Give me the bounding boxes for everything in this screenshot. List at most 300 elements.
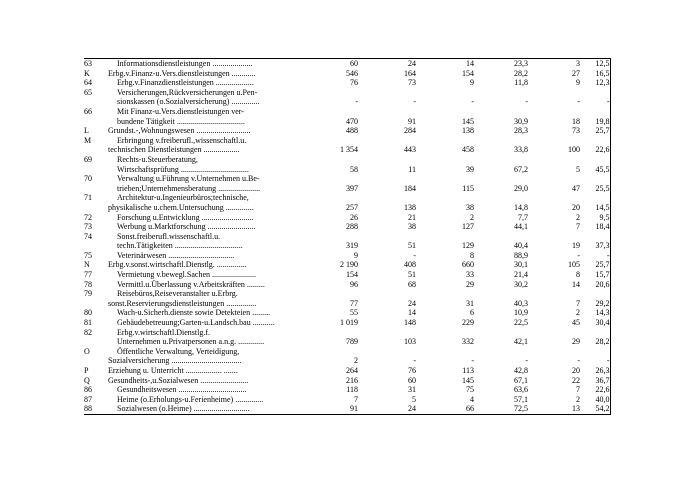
row-code — [84, 356, 108, 366]
value-cell-3: 8 — [470, 250, 474, 260]
value-cell-6: 20,6 — [580, 280, 610, 290]
value-cell-5: 105 — [568, 260, 580, 270]
value-cell-6: 45,5 — [580, 165, 610, 175]
row-label: Mit Finanz-u.Vers.dienstleistungen ver- — [117, 106, 244, 116]
value-cell-4: 7,7 — [518, 212, 528, 222]
value-cell-5: 14 — [572, 279, 580, 289]
row-label: techn.Tätigkeiten .................................. — [117, 241, 243, 251]
value-cell-1 — [284, 193, 358, 203]
row-label: Öffentliche Verwaltung, Verteidigung, — [117, 346, 240, 356]
row-code — [84, 145, 108, 155]
row-code: 77 — [84, 270, 92, 280]
value-cell-4: 67,2 — [514, 164, 528, 174]
value-cell-1: 789 — [346, 337, 358, 347]
value-cell-3: 332 — [462, 337, 474, 347]
value-cell-6: 14,3 — [580, 308, 610, 318]
table-row — [84, 376, 610, 386]
value-cell-1: 288 — [346, 222, 358, 232]
value-cell-3: 31 — [466, 298, 474, 308]
row-code — [84, 299, 108, 309]
value-cell-5 — [528, 289, 580, 299]
value-cell-6 — [580, 155, 610, 165]
value-cell-1: 264 — [346, 366, 358, 375]
row-label: Werbung u.Marktforschung ........................ — [117, 222, 256, 232]
value-cell-6: - — [580, 97, 610, 107]
row-label: Sozialwesen (o.Heime) ............................ — [108, 404, 284, 414]
table-row — [84, 270, 610, 280]
value-cell-3 — [416, 107, 474, 117]
value-cell-6 — [580, 107, 610, 117]
value-cell-1: 216 — [346, 375, 358, 385]
value-cell-4: - — [525, 356, 528, 366]
value-cell-2 — [358, 193, 416, 203]
row-code: 80 — [84, 308, 92, 318]
row-label: technischen Dienstleistungen .................. — [108, 145, 240, 155]
value-cell-3: 6 — [470, 308, 474, 318]
value-cell-5: 2 — [576, 308, 580, 318]
value-cell-5 — [528, 155, 580, 165]
value-cell-4: - — [525, 97, 528, 107]
row-code: P — [84, 366, 89, 375]
value-cell-1: 1 019 — [340, 318, 358, 328]
value-cell-5: 20 — [572, 202, 580, 212]
row-label: sonst.Reservierungsdienstleistungen ............... — [108, 298, 257, 308]
value-cell-2: 103 — [404, 337, 416, 347]
value-cell-5 — [528, 193, 580, 203]
row-label: Architektur-u.Ingenieurbüros;technische, — [117, 193, 249, 203]
value-cell-5: 45 — [572, 318, 580, 328]
value-cell-3 — [416, 232, 474, 242]
value-cell-5: 47 — [572, 183, 580, 193]
value-cell-2: 148 — [404, 318, 416, 328]
table-row — [84, 78, 610, 88]
row-label: Sozialversicherung ................................... — [108, 356, 242, 366]
value-cell-1: - — [355, 97, 358, 107]
value-cell-6: 54,2 — [580, 404, 610, 414]
table-row — [84, 213, 610, 223]
table-row — [84, 404, 610, 414]
row-label: Veterinärwesen ................................. — [117, 250, 235, 260]
value-cell-4: 30,9 — [514, 116, 528, 126]
value-cell-2 — [358, 289, 416, 299]
value-cell-6: 25,7 — [580, 260, 610, 270]
value-cell-4: 28,3 — [514, 126, 528, 136]
value-cell-4: 29,0 — [514, 183, 528, 193]
row-label: Grundst.-,Wohnungswesen ........................... — [108, 126, 251, 136]
value-cell-3: 66 — [416, 404, 474, 414]
value-cell-6: 12,5 — [580, 59, 610, 69]
value-cell-2 — [358, 328, 416, 338]
row-code: 74 — [84, 231, 92, 241]
value-cell-1: 76 — [350, 78, 358, 88]
row-code — [84, 203, 108, 213]
value-cell-1: 9 — [354, 250, 358, 260]
table-row — [84, 97, 610, 107]
row-label: Erbg.v.Finanzdienstleistungen ................... — [117, 78, 254, 88]
row-label: Rechts-u.Steuerberatung, — [117, 154, 198, 164]
value-cell-3: 138 — [462, 126, 474, 136]
value-cell-4 — [474, 289, 528, 299]
table-row — [84, 366, 610, 376]
row-label: Erbringung v.freiberufl.,wissenschaftl.u. — [117, 135, 247, 145]
value-cell-6: 36,7 — [580, 376, 610, 386]
value-cell-1 — [284, 347, 358, 357]
row-code: 82 — [84, 327, 92, 337]
value-cell-1: 55 — [350, 308, 358, 318]
value-cell-6: 14,5 — [580, 203, 610, 213]
value-cell-6: 15,7 — [580, 270, 610, 280]
value-cell-5: - — [577, 97, 580, 107]
table-row — [84, 126, 610, 136]
value-cell-3: 4 — [470, 394, 474, 404]
value-cell-6: 40,0 — [580, 395, 610, 405]
value-cell-4: 10,9 — [514, 308, 528, 318]
value-cell-5: 7 — [576, 385, 580, 395]
value-cell-1: 91 — [284, 404, 358, 414]
table-row — [84, 184, 610, 194]
value-cell-2 — [358, 232, 416, 242]
row-code: Q — [84, 375, 90, 385]
row-code: N — [84, 260, 90, 270]
table-row — [84, 174, 610, 184]
value-cell-4 — [474, 88, 528, 98]
table-row — [84, 395, 610, 405]
row-code: 75 — [84, 250, 92, 260]
value-cell-3: 229 — [462, 318, 474, 328]
table-row — [84, 59, 610, 69]
row-code: 79 — [84, 289, 92, 299]
value-cell-6: 30,4 — [580, 318, 610, 328]
value-cell-3: 39 — [466, 164, 474, 174]
value-cell-2: - — [413, 97, 416, 107]
row-label: Erbg.v.sonst.wirtschaftl.Dienstlg. ............... — [108, 260, 247, 270]
value-cell-4 — [474, 347, 528, 357]
value-cell-5: - — [577, 356, 580, 366]
row-code: 70 — [84, 174, 92, 184]
value-cell-1: 26 — [350, 212, 358, 222]
value-cell-4: 30,2 — [514, 279, 528, 289]
table-row — [84, 222, 610, 232]
value-cell-5 — [528, 136, 580, 146]
row-code: 73 — [84, 222, 92, 232]
value-cell-4 — [474, 232, 528, 242]
value-cell-3: 113 — [462, 366, 474, 375]
value-cell-2 — [358, 174, 416, 184]
value-cell-6: 19,8 — [580, 117, 610, 127]
value-cell-2 — [358, 107, 416, 117]
value-cell-4 — [474, 107, 528, 117]
value-cell-3 — [416, 347, 474, 357]
value-cell-5: 8 — [576, 270, 580, 280]
row-code: 66 — [84, 106, 92, 116]
row-label: Wirtschaftsprüfung .................................. — [117, 164, 249, 174]
value-cell-2: 284 — [404, 126, 416, 136]
row-code: 69 — [84, 154, 92, 164]
value-cell-2: 68 — [408, 279, 416, 289]
value-cell-2: 51 — [408, 241, 416, 251]
table-row — [84, 107, 610, 117]
value-cell-3: 458 — [462, 145, 474, 155]
row-label: trieben;Unternehmensberatung ..................... — [117, 183, 261, 193]
value-cell-6: - — [580, 251, 610, 261]
row-code: K — [84, 68, 90, 78]
value-cell-2: 24 — [358, 404, 416, 414]
value-cell-2: 5 — [412, 394, 416, 404]
value-cell-2: 184 — [404, 183, 416, 193]
row-label: Forschung u.Entwicklung .......................... — [117, 212, 254, 222]
value-cell-2: 164 — [404, 68, 416, 78]
row-code — [84, 337, 108, 347]
value-cell-3: 129 — [462, 241, 474, 251]
row-code: 71 — [84, 193, 92, 203]
value-cell-3: 154 — [462, 68, 474, 78]
value-cell-2: 91 — [408, 116, 416, 126]
value-cell-4: 57,1 — [514, 394, 528, 404]
value-cell-1: 2 — [354, 356, 358, 366]
value-cell-3 — [416, 193, 474, 203]
row-label: physikalische u.chem.Untersuchung .............. — [108, 202, 254, 212]
value-cell-1: 2 190 — [340, 260, 358, 270]
value-cell-6: 22,6 — [580, 385, 610, 395]
table-row — [84, 241, 610, 251]
value-cell-2: - — [413, 356, 416, 366]
value-cell-4: 14,8 — [514, 202, 528, 212]
value-cell-5: 19 — [572, 241, 580, 251]
row-label: Reisebüros,Reiseveranstalter u.Erbrg. — [117, 289, 238, 299]
table-row — [84, 203, 610, 213]
row-label: Gebäudebetreuung;Garten-u.Landsch.bau ........... — [117, 318, 275, 328]
row-code — [84, 241, 108, 251]
row-label: sionskassen (o.Sozialversicherung) .............. — [117, 97, 260, 107]
table-row — [84, 289, 610, 299]
value-cell-4: 11,8 — [514, 78, 528, 88]
row-label: Vermietung v.bewegl.Sachen ...................... — [117, 270, 257, 280]
value-cell-2: 24 — [408, 298, 416, 308]
value-cell-3: 115 — [462, 183, 474, 193]
value-cell-3 — [416, 328, 474, 338]
value-cell-5: 27 — [572, 68, 580, 78]
row-label: Gesundheitswesen .................................. — [117, 385, 247, 395]
value-cell-4: 28,2 — [514, 68, 528, 78]
value-cell-2: 38 — [408, 222, 416, 232]
table-row — [84, 165, 610, 175]
value-cell-1 — [284, 232, 358, 242]
value-cell-4: 23,3 — [474, 59, 528, 69]
table-row — [84, 251, 610, 261]
value-cell-4 — [474, 174, 528, 184]
value-cell-2: 443 — [404, 145, 416, 155]
value-cell-3: 75 — [466, 385, 474, 395]
row-code — [84, 165, 108, 175]
value-cell-6: - — [580, 356, 610, 366]
row-code: 87 — [84, 394, 92, 404]
value-cell-4: 88,9 — [514, 250, 528, 260]
value-cell-4: 33,8 — [514, 145, 528, 155]
value-cell-5: 7 — [576, 222, 580, 232]
value-cell-6: 26,3 — [580, 366, 610, 376]
table-body — [84, 59, 610, 415]
table-row — [84, 232, 610, 242]
table-row — [84, 88, 610, 98]
value-cell-6: 22,6 — [580, 145, 610, 155]
value-cell-5: 20 — [572, 366, 580, 375]
table-row — [84, 347, 610, 357]
value-cell-3 — [416, 174, 474, 184]
table-row — [84, 145, 610, 155]
value-cell-3 — [416, 88, 474, 98]
value-cell-6 — [580, 193, 610, 203]
value-cell-3: 2 — [470, 212, 474, 222]
row-code: M — [84, 135, 92, 145]
value-cell-5 — [528, 88, 580, 98]
row-code — [84, 117, 108, 127]
value-cell-3 — [416, 136, 474, 146]
table-row — [84, 356, 610, 366]
value-cell-6: 25,5 — [580, 184, 610, 194]
row-label: Gesundheits-,u.Sozialwesen ........................ — [108, 375, 249, 385]
value-cell-1 — [284, 289, 358, 299]
row-code: 88 — [84, 404, 108, 414]
value-cell-1: 118 — [346, 385, 358, 395]
value-cell-6: 12,3 — [580, 78, 610, 88]
value-cell-2: 24 — [358, 59, 416, 69]
table-row — [84, 117, 610, 127]
value-cell-4: 63,6 — [514, 385, 528, 395]
value-cell-5: - — [577, 250, 580, 260]
value-cell-6: 16,5 — [580, 69, 610, 79]
value-cell-1: 7 — [354, 394, 358, 404]
row-code: O — [84, 346, 90, 356]
value-cell-6 — [580, 174, 610, 184]
row-code: 65 — [84, 87, 92, 97]
value-cell-6 — [580, 136, 610, 146]
value-cell-6: 37,3 — [580, 241, 610, 251]
table-row — [84, 299, 610, 309]
table-row — [84, 308, 610, 318]
value-cell-1: 488 — [346, 126, 358, 136]
row-label: Erziehung u. Unterricht .................. ....... — [108, 366, 238, 375]
value-cell-2 — [358, 136, 416, 146]
value-cell-5: 2 — [576, 212, 580, 222]
value-cell-5 — [528, 347, 580, 357]
value-cell-1 — [284, 136, 358, 146]
table-row — [84, 280, 610, 290]
value-cell-5: 13 — [528, 404, 580, 414]
row-label: Erbg.v.wirtschaftl.Dienstlg.f. — [117, 327, 211, 337]
value-cell-1: 96 — [350, 279, 358, 289]
value-cell-5: 3 — [528, 59, 580, 69]
row-code — [84, 184, 108, 194]
value-cell-5 — [528, 174, 580, 184]
value-cell-3: 660 — [462, 260, 474, 270]
value-cell-2: 138 — [404, 202, 416, 212]
row-code: 63 — [84, 59, 108, 69]
value-cell-1: 470 — [346, 116, 358, 126]
table-row — [84, 136, 610, 146]
value-cell-5: 100 — [568, 145, 580, 155]
value-cell-5 — [528, 328, 580, 338]
row-code: 72 — [84, 212, 92, 222]
value-cell-2: 31 — [408, 385, 416, 395]
value-cell-1: 154 — [346, 270, 358, 280]
value-cell-3: 33 — [466, 270, 474, 280]
value-cell-2: 11 — [408, 164, 416, 174]
row-label: Unternehmen u.Privatpersonen a.n.g. ............. — [117, 337, 265, 347]
row-code: 86 — [84, 385, 92, 395]
value-cell-1 — [284, 88, 358, 98]
value-cell-2 — [358, 155, 416, 165]
row-code: 81 — [84, 318, 92, 328]
value-cell-1: 58 — [350, 164, 358, 174]
value-cell-6 — [580, 289, 610, 299]
value-cell-1: 1 354 — [340, 145, 358, 155]
value-cell-2: 21 — [408, 212, 416, 222]
value-cell-6 — [580, 232, 610, 242]
row-code: 64 — [84, 78, 92, 88]
statistics-table — [84, 58, 611, 415]
table-row — [84, 155, 610, 165]
value-cell-1: 319 — [346, 241, 358, 251]
value-cell-2: 14 — [408, 308, 416, 318]
table-row — [84, 193, 610, 203]
value-cell-5: 29 — [572, 337, 580, 347]
row-label: Versicherungen,Rückversicherungen u.Pen- — [117, 87, 258, 97]
value-cell-1 — [284, 155, 358, 165]
value-cell-6: 28,2 — [580, 337, 610, 347]
value-cell-5: 9 — [576, 78, 580, 88]
value-cell-2: 76 — [408, 366, 416, 375]
value-cell-4: 42,8 — [514, 366, 528, 375]
value-cell-3: 38 — [466, 202, 474, 212]
value-cell-2 — [358, 88, 416, 98]
row-label: Heime (o.Erholungs-u.Ferienheime) .............. — [117, 394, 264, 404]
value-cell-6 — [580, 328, 610, 338]
value-cell-4: 40,3 — [514, 298, 528, 308]
value-cell-6: 18,4 — [580, 222, 610, 232]
value-cell-4 — [474, 193, 528, 203]
value-cell-5: 2 — [576, 394, 580, 404]
value-cell-3 — [416, 155, 474, 165]
value-cell-1 — [284, 328, 358, 338]
row-label: Wach-u.Sicherh.dienste sowie Detekteien ......... — [117, 308, 271, 318]
value-cell-5: 7 — [576, 298, 580, 308]
value-cell-5: 22 — [572, 375, 580, 385]
value-cell-4: 44,1 — [514, 222, 528, 232]
value-cell-4: 30,1 — [514, 260, 528, 270]
value-cell-4: 42,1 — [514, 337, 528, 347]
value-cell-1 — [284, 174, 358, 184]
row-code: 78 — [84, 279, 92, 289]
value-cell-4 — [474, 328, 528, 338]
table-row — [84, 318, 610, 328]
table-row — [84, 385, 610, 395]
value-cell-2: 51 — [408, 270, 416, 280]
value-cell-3: 127 — [462, 222, 474, 232]
value-cell-4 — [474, 155, 528, 165]
row-code — [84, 97, 108, 107]
value-cell-5 — [528, 107, 580, 117]
table-row — [84, 328, 610, 338]
value-cell-1: 60 — [284, 59, 358, 69]
value-cell-3: 29 — [466, 279, 474, 289]
row-label: Sonst.freiberufl.wissenschaftl.u. — [117, 231, 221, 241]
value-cell-4: 67,1 — [514, 375, 528, 385]
value-cell-2: - — [413, 250, 416, 260]
value-cell-1: 77 — [350, 298, 358, 308]
row-label: Verwaltung u.Führung v.Unternehmen u.Be- — [117, 174, 260, 184]
value-cell-4: 40,4 — [514, 241, 528, 251]
value-cell-1: 257 — [346, 202, 358, 212]
